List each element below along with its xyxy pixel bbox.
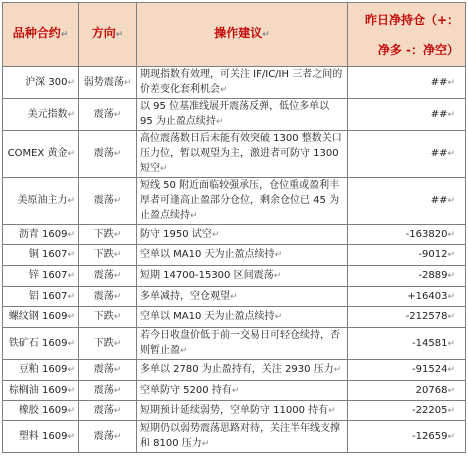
table-row [3, 178, 466, 225]
direction-cell: 下跌↵ [79, 245, 137, 266]
net-position-cell: -212578↵ [348, 307, 466, 328]
contract-cell: 铜 1607↵ [3, 245, 79, 266]
table-row [3, 67, 466, 99]
contract-cell: 锌 1607↵ [3, 266, 79, 287]
advice-cell: 防守 1950 试空↵ [137, 225, 348, 245]
advice-cell: 空单以 MA10 天为止盈点续持↵ [137, 307, 348, 328]
advice-cell: 空单防守 5200 持有↵ [137, 381, 348, 401]
direction-cell: 下跌↵ [79, 328, 137, 360]
direction-cell: 下跌↵ [79, 307, 137, 328]
net-position-cell: ##↵ [348, 67, 466, 99]
direction-cell: 震荡↵ [79, 287, 137, 307]
contract-cell: 沥青 1609↵ [3, 225, 79, 245]
table-row [3, 421, 466, 453]
advice-cell: 短期 14700-15300 区间震荡↵ [137, 266, 348, 287]
contract-cell: 美原油主力↵ [3, 178, 79, 225]
direction-cell: 震荡↵ [79, 421, 137, 453]
direction-cell: 弱势震荡↵ [79, 67, 137, 99]
direction-cell: 震荡↵ [79, 131, 137, 178]
net-position-cell: -2889↵ [348, 266, 466, 287]
advice-cell: 多单以 2780 为止盈持有，关注 2930 压力↵ [137, 360, 348, 381]
table-row [3, 381, 466, 401]
advice-cell: 若今日收盘价低于前一交易日可轻仓续持，否则暂止盈↵ [137, 328, 348, 360]
direction-cell: 下跌↵ [79, 225, 137, 245]
contract-cell: 铁矿石 1609↵ [3, 328, 79, 360]
net-position-cell: -163820↵ [348, 225, 466, 245]
header-contract: 品种合约↵ [3, 3, 79, 67]
table-body [3, 67, 466, 453]
net-position-cell: -22205↵ [348, 401, 466, 421]
advice-cell: 多单减持，空仓观望↵ [137, 287, 348, 307]
table-row [3, 328, 466, 360]
table-row [3, 266, 466, 287]
direction-cell: 震荡↵ [79, 401, 137, 421]
table-row [3, 225, 466, 245]
table-row [3, 131, 466, 178]
net-position-cell: +16403↵ [348, 287, 466, 307]
contract-cell: 美元指数↵ [3, 99, 79, 131]
table-row [3, 245, 466, 266]
advice-cell: 高位震荡数日后未能有效突破 1300 整数关口压力位，暂以观望为主，激进者可防守 1300 短空↵ [137, 131, 348, 178]
direction-cell: 震荡↵ [79, 360, 137, 381]
net-position-cell: -9012↵ [348, 245, 466, 266]
header-row [3, 3, 466, 67]
advice-cell: 以 95 位基准线展开震荡反弹，低位多单以 95 为止盈点续持↵ [137, 99, 348, 131]
contract-cell: 豆粕 1609↵ [3, 360, 79, 381]
advice-cell: 短期仍以弱势震荡思路对待，关注半年线支撑和 8100 压力↵ [137, 421, 348, 453]
table-row [3, 99, 466, 131]
header-net-position: 昨日净持仓（+： 净多 -：净空） [348, 3, 466, 67]
contract-cell: 塑料 1609↵ [3, 421, 79, 453]
contract-cell: COMEX 黄金↵ [3, 131, 79, 178]
net-position-cell: -91524↵ [348, 360, 466, 381]
advice-cell: 短线 50 附近面临较强承压，仓位重或盈利丰厚者可逢高止盈部分仓位，剩余仓位已 45 为止盈点续持↵ [137, 178, 348, 225]
direction-cell: 震荡↵ [79, 381, 137, 401]
net-position-cell: -12659↵ [348, 421, 466, 453]
table-row [3, 287, 466, 307]
net-position-cell: ##↵ [348, 178, 466, 225]
contract-cell: 沪深 300↵ [3, 67, 79, 99]
header-advice: 操作建议↵ [137, 3, 348, 67]
advice-cell: 期现指数有效理，可关注 IF/IC/IH 三者之间的价差变化套利机会↵ [137, 67, 348, 99]
header-direction: 方向↵ [79, 3, 137, 67]
direction-cell: 震荡↵ [79, 178, 137, 225]
advice-cell: 短期预计延续弱势，空单防守 11000 持有↵ [137, 401, 348, 421]
contract-cell: 橡胶 1609↵ [3, 401, 79, 421]
direction-cell: 震荡↵ [79, 266, 137, 287]
net-position-cell: -14581↵ [348, 328, 466, 360]
contract-cell: 铝 1607↵ [3, 287, 79, 307]
futures-strategy-table [2, 2, 466, 453]
direction-cell: 震荡↵ [79, 99, 137, 131]
contract-cell: 棕榈油 1609↵ [3, 381, 79, 401]
table-row [3, 401, 466, 421]
contract-cell: 螺纹钢 1609↵ [3, 307, 79, 328]
net-position-cell: ##↵ [348, 99, 466, 131]
table-row [3, 360, 466, 381]
advice-cell: 空单以 MA10 天为止盈点续持↵ [137, 245, 348, 266]
net-position-cell: ##↵ [348, 131, 466, 178]
net-position-cell: 20768↵ [348, 381, 466, 401]
table-row [3, 307, 466, 328]
